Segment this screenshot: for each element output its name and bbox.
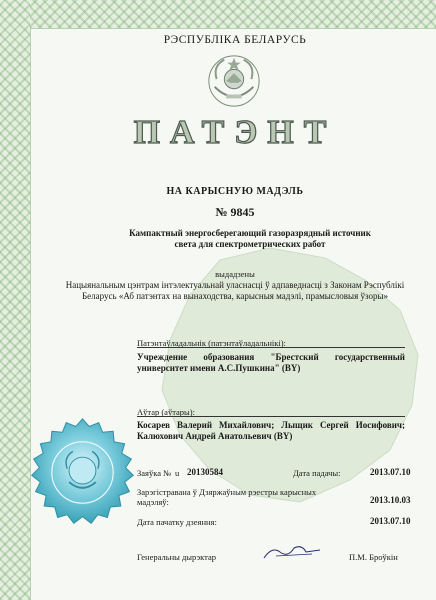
holder-divider: [137, 347, 405, 348]
director-label: Генеральны дырэктар: [137, 552, 216, 562]
filed-label: Дата падачы:: [293, 468, 341, 478]
invention-title: Кампактный энергосберегающий газоразрядный источник света для спектрометрических работ: [129, 228, 371, 249]
authors-value: Косарев Валерий Михайлович; Лыщик Сергей Иосифович; Калюхович Андрей Анатольевич (BY): [137, 420, 405, 441]
authors-divider: [137, 416, 405, 417]
country-name: РЭСПУБЛІКА БЕЛАРУСЬ: [163, 34, 307, 46]
application-label: Заяўка №: [137, 468, 172, 478]
signature: [262, 540, 322, 562]
issued-word: выдадзены: [215, 269, 255, 279]
authors-label: Аўтар (аўтары):: [137, 407, 195, 417]
holder-label: Патэнтаўладальнік (патэнтаўладальнікі):: [137, 338, 286, 348]
application-prefix: u: [175, 468, 180, 478]
application-number: 20130584: [187, 467, 223, 477]
document-subtitle: НА КАРЫСНУЮ МАДЭЛЬ: [166, 186, 304, 197]
director-name: П.М. Броўкін: [349, 552, 398, 562]
issued-by: Нацыянальным цэнтрам інтэлектуальнай уласнасці ў адпаведнасці з Законам Рэспублікі Беларусь «Аб патэнтах на вынаходства, карысныя мадэлі, прамысловыя ўзоры»: [65, 280, 405, 301]
patent-number: № 9845: [215, 205, 255, 219]
state-emblem-icon: [205, 52, 263, 110]
document-title: ПАТЭНТ: [133, 114, 337, 151]
ornament-border-top: [30, 0, 436, 29]
filed-date: 2013.07.10: [370, 467, 411, 477]
start-label: Дата пачатку дзеяння:: [137, 517, 217, 527]
registration-label: Зарэгістравана ў Дзяржаўным рэестры карысных мадэляў:: [137, 487, 317, 507]
holder-value: Учреждение образования "Брестский государственный университет имени А.С.Пушкина" (BY): [137, 352, 405, 373]
hologram-seal-icon: [25, 415, 140, 530]
start-date: 2013.07.10: [370, 516, 411, 526]
registration-date: 2013.10.03: [370, 495, 411, 505]
